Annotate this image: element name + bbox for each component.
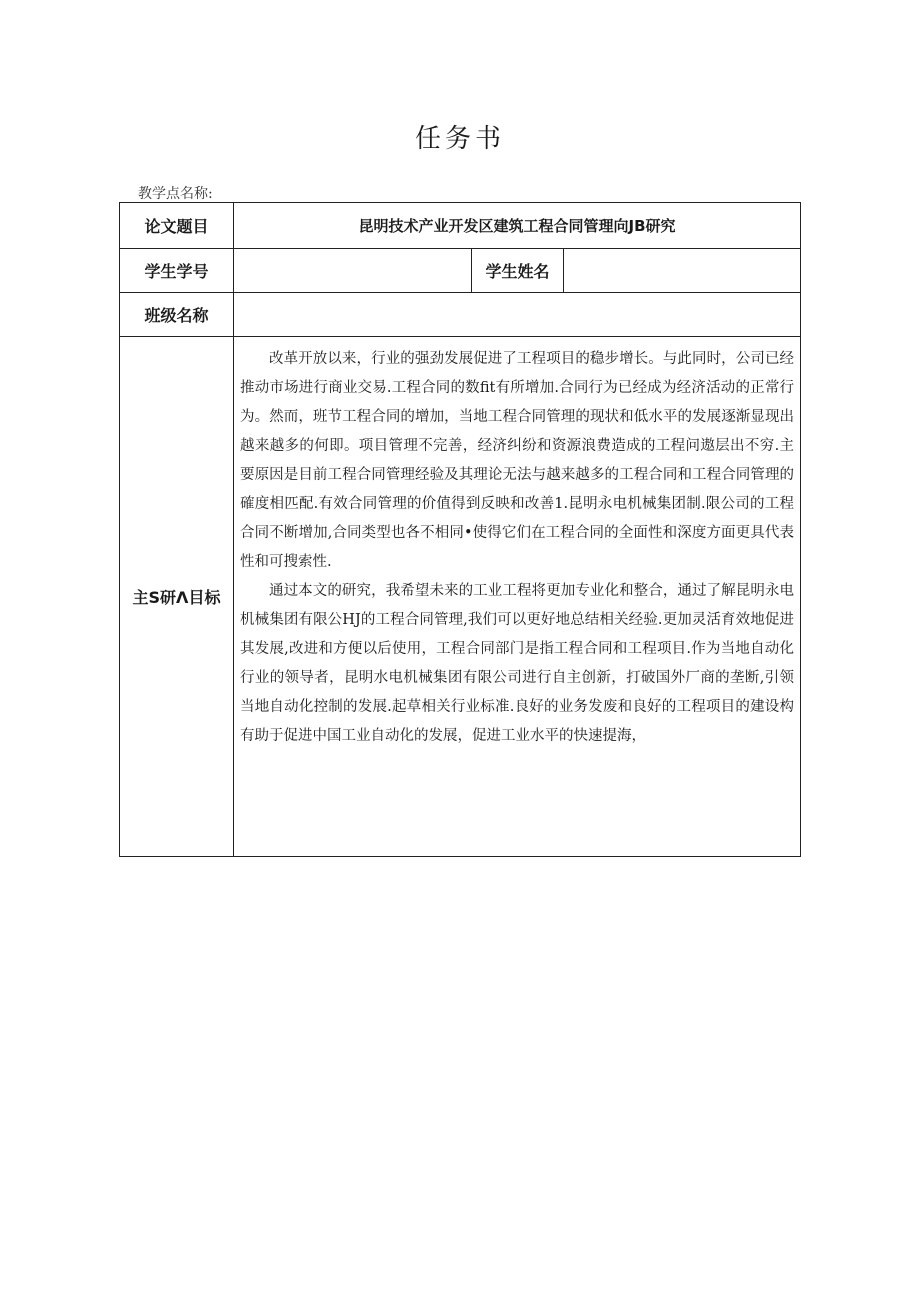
research-goal-content bbox=[234, 337, 801, 857]
thesis-title-label: 论文题目 bbox=[120, 203, 234, 249]
row-research-goal bbox=[120, 337, 801, 857]
student-id-label: 学生学号 bbox=[120, 249, 234, 293]
row-class-name bbox=[120, 293, 801, 337]
student-name-label: 学生姓名 bbox=[472, 249, 564, 293]
class-name-value bbox=[234, 293, 801, 337]
class-name-label: 班级名称 bbox=[120, 293, 234, 337]
row-student-info bbox=[120, 249, 801, 293]
research-goal-label: 主S研Λ目标 bbox=[120, 337, 234, 857]
task-form-table bbox=[119, 202, 801, 857]
thesis-title-value: 昆明技术产业开发区建筑工程合同管理向JB研究 bbox=[234, 203, 801, 249]
student-id-value bbox=[234, 249, 472, 293]
research-goal-paragraph-2: 通过本文的研究，我希望未来的工业工程将更加专业化和整合，通过了解昆明永电机械集团有限公HJ的工程合同管理,我们可以更好地总结相关经验.更加灵活育效地促进其发展,改进和方便以后使用，工程合同部门是指工程合同和工程项目.作为当地自动化行业的领导者，昆明水电机械集团有限公司进行自主创新，打破国外厂商的垄断,引领当地自动化控制的发展.起草相关行业标准.良好的业务发废和良好的工程项目的建设构有助于促进中国工业自动化的发展，促进工业水平的快速提海， bbox=[240, 583, 795, 744]
research-goal-paragraph-1: 改革开放以来，行业的强劲发展促进了工程项目的稳步增长。与此同时，公司已经推动市场进行商业交易.工程合同的数fit有所增加.合同行为已经成为经济活动的正常行为。然而，班节工程合同的增加，当地工程合同管理的现状和低水平的发展逐渐显现出越来越多的何即。项目管理不完善，经济纠纷和资源浪费造成的工程问遨层出不穷.主要原因是目前工程合同管理经验及其理论无法与越来越多的工程合同和工程合同管理的確度相匹配.有效合同管理的价值得到反映和改善1.昆明永电机械集团制.限公司的工程合同不断增加,合同类型也各不相同•使得它们在工程合同的全面性和深度方面更具代表性和可搜索性. bbox=[240, 351, 795, 570]
document-title: 任务书 bbox=[414, 124, 505, 154]
teaching-point-label: 教学点名称: bbox=[138, 186, 213, 202]
student-name-value bbox=[564, 249, 801, 293]
row-thesis-title bbox=[120, 203, 801, 249]
